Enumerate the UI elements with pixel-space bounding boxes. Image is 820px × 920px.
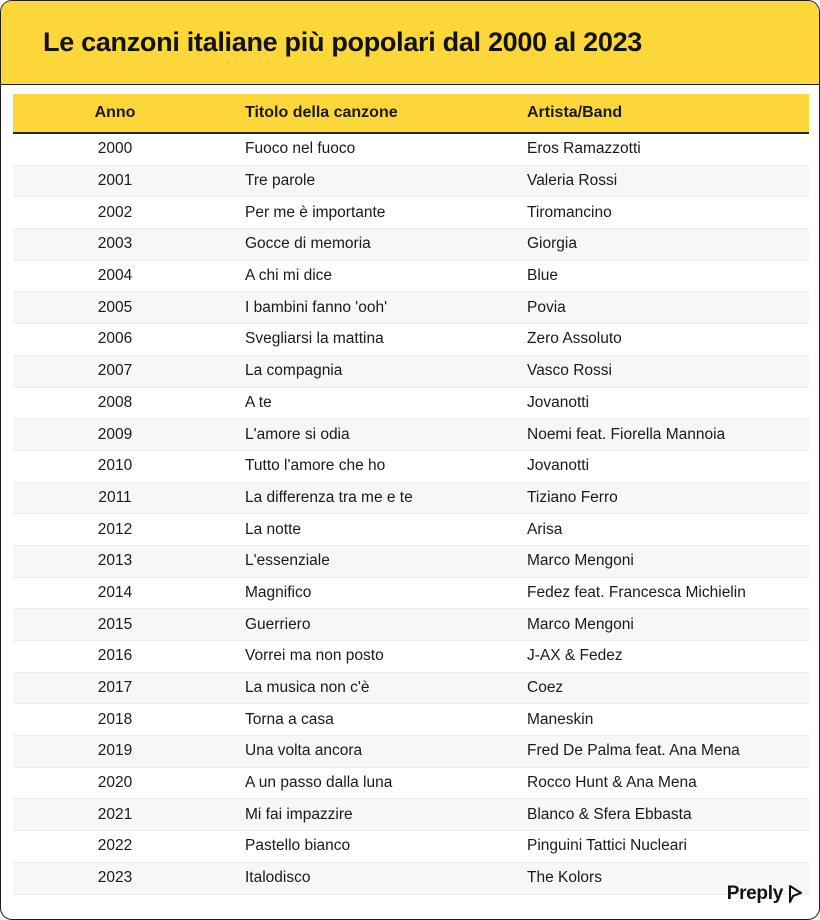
- cell-artist: Arisa: [499, 514, 809, 546]
- cell-year: 2000: [13, 133, 217, 165]
- table-row: [13, 133, 809, 165]
- cell-song: Torna a casa: [217, 704, 499, 736]
- cell-artist: Tiziano Ferro: [499, 482, 809, 514]
- cell-year: 2001: [13, 165, 217, 197]
- title-banner: [1, 1, 819, 85]
- cell-song: A un passo dalla luna: [217, 767, 499, 799]
- cell-song: Per me è importante: [217, 197, 499, 229]
- brand-logo: [727, 883, 805, 905]
- brand-name: Preply: [726, 883, 783, 904]
- cell-artist: Povia: [499, 292, 809, 324]
- cell-year: 2014: [13, 577, 217, 609]
- table-row: [13, 514, 809, 546]
- cell-year: 2017: [13, 672, 217, 704]
- cell-year: 2010: [13, 450, 217, 482]
- cell-year: 2018: [13, 704, 217, 736]
- cell-artist: Jovanotti: [499, 387, 809, 419]
- cell-artist: Rocco Hunt & Ana Mena: [499, 767, 809, 799]
- table-row: [13, 292, 809, 324]
- cell-year: 2012: [13, 514, 217, 546]
- cell-song: Tutto l'amore che ho: [217, 450, 499, 482]
- cell-year: 2019: [13, 736, 217, 768]
- songs-table: [13, 94, 809, 895]
- cell-artist: Blanco & Sfera Ebbasta: [499, 799, 809, 831]
- table-row: [13, 450, 809, 482]
- cell-song: Tre parole: [217, 165, 499, 197]
- header-song: Titolo della canzone: [217, 94, 499, 133]
- cell-song: L'essenziale: [217, 545, 499, 577]
- table-row: [13, 609, 809, 641]
- cell-song: Magnifico: [217, 577, 499, 609]
- table-row: [13, 736, 809, 768]
- cell-artist: Jovanotti: [499, 450, 809, 482]
- table-row: [13, 704, 809, 736]
- cell-artist: Vasco Rossi: [499, 355, 809, 387]
- table-row: [13, 355, 809, 387]
- table-row: [13, 482, 809, 514]
- table-row: [13, 672, 809, 704]
- cell-year: 2002: [13, 197, 217, 229]
- table-row: [13, 767, 809, 799]
- table-row: [13, 641, 809, 673]
- table-row: [13, 197, 809, 229]
- cell-artist: Coez: [499, 672, 809, 704]
- cell-year: 2022: [13, 831, 217, 863]
- cell-year: 2020: [13, 767, 217, 799]
- cell-year: 2009: [13, 419, 217, 451]
- table-row: [13, 260, 809, 292]
- cell-year: 2005: [13, 292, 217, 324]
- header-year: Anno: [13, 94, 217, 133]
- cell-year: 2007: [13, 355, 217, 387]
- cell-artist: Giorgia: [499, 229, 809, 261]
- songs-table-container: [13, 94, 809, 895]
- cell-song: Gocce di memoria: [217, 229, 499, 261]
- cell-song: La musica non c'è: [217, 672, 499, 704]
- cell-song: Svegliarsi la mattina: [217, 324, 499, 356]
- cell-artist: Eros Ramazzotti: [499, 133, 809, 165]
- cell-song: La differenza tra me e te: [217, 482, 499, 514]
- cell-year: 2015: [13, 609, 217, 641]
- cell-artist: Noemi feat. Fiorella Mannoia: [499, 419, 809, 451]
- cell-song: Fuoco nel fuoco: [217, 133, 499, 165]
- cell-song: Mi fai impazzire: [217, 799, 499, 831]
- table-body: [13, 133, 809, 894]
- cell-song: La notte: [217, 514, 499, 546]
- cell-song: I bambini fanno 'ooh': [217, 292, 499, 324]
- cell-artist: Maneskin: [499, 704, 809, 736]
- cell-artist: Fred De Palma feat. Ana Mena: [499, 736, 809, 768]
- cell-artist: Marco Mengoni: [499, 609, 809, 641]
- header-artist: Artista/Band: [499, 94, 809, 133]
- table-row: [13, 577, 809, 609]
- cell-year: 2013: [13, 545, 217, 577]
- table-row: [13, 387, 809, 419]
- header-row: [13, 94, 809, 133]
- cell-song: Una volta ancora: [217, 736, 499, 768]
- cell-year: 2016: [13, 641, 217, 673]
- cell-song: Vorrei ma non posto: [217, 641, 499, 673]
- cell-artist: Tiromancino: [499, 197, 809, 229]
- table-row: [13, 862, 809, 894]
- preply-logo-icon: [787, 884, 805, 904]
- page-title: Le canzoni italiane più popolari dal 2000 al 2023: [43, 27, 643, 57]
- cell-year: 2008: [13, 387, 217, 419]
- cell-song: A chi mi dice: [217, 260, 499, 292]
- table-row: [13, 419, 809, 451]
- cell-song: Guerriero: [217, 609, 499, 641]
- cell-year: 2004: [13, 260, 217, 292]
- cell-song: Italodisco: [217, 862, 499, 894]
- cell-year: 2006: [13, 324, 217, 356]
- cell-artist: The Kolors: [499, 862, 809, 894]
- cell-year: 2023: [13, 862, 217, 894]
- cell-artist: Blue: [499, 260, 809, 292]
- table-row: [13, 165, 809, 197]
- cell-song: Pastello bianco: [217, 831, 499, 863]
- cell-year: 2011: [13, 482, 217, 514]
- table-row: [13, 324, 809, 356]
- cell-song: L'amore si odia: [217, 419, 499, 451]
- cell-artist: J-AX & Fedez: [499, 641, 809, 673]
- cell-year: 2021: [13, 799, 217, 831]
- table-row: [13, 831, 809, 863]
- table-header: [13, 94, 809, 133]
- cell-song: La compagnia: [217, 355, 499, 387]
- cell-artist: Valeria Rossi: [499, 165, 809, 197]
- cell-artist: Zero Assoluto: [499, 324, 809, 356]
- cell-artist: Marco Mengoni: [499, 545, 809, 577]
- table-row: [13, 799, 809, 831]
- cell-artist: Pinguini Tattici Nucleari: [499, 831, 809, 863]
- cell-artist: Fedez feat. Francesca Michielin: [499, 577, 809, 609]
- table-row: [13, 229, 809, 261]
- table-row: [13, 545, 809, 577]
- cell-song: A te: [217, 387, 499, 419]
- cell-year: 2003: [13, 229, 217, 261]
